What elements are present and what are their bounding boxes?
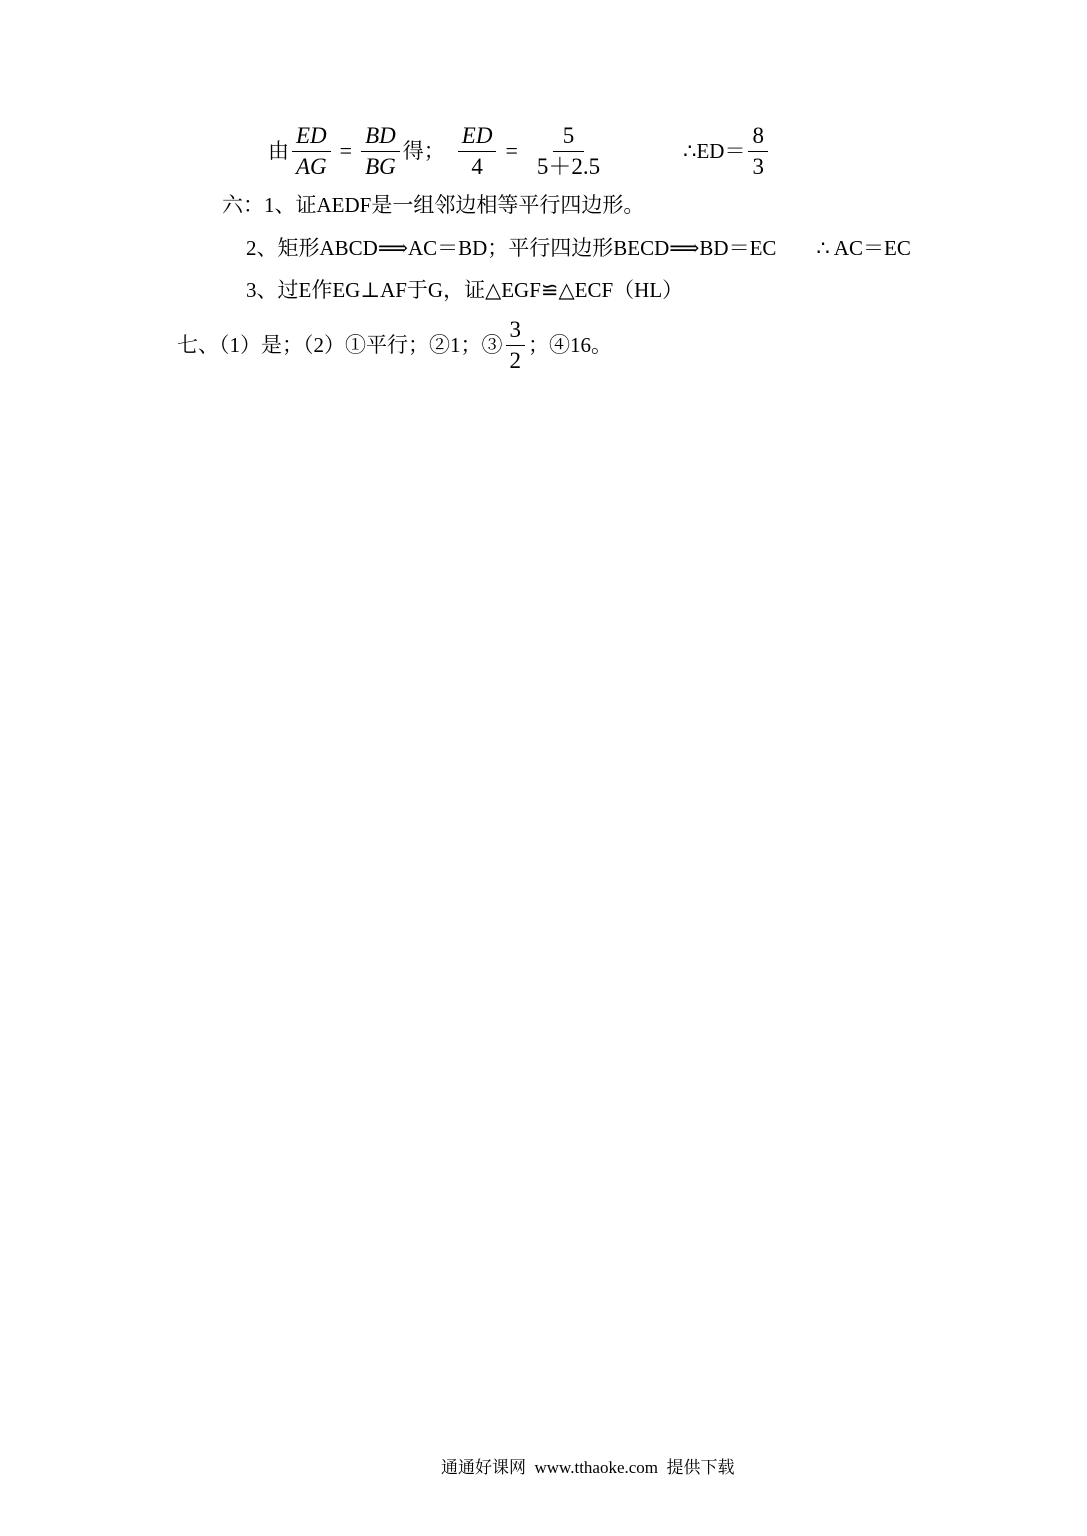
equals-sign: =: [505, 138, 518, 163]
fraction-numerator: 3: [506, 315, 526, 346]
fraction-denominator: 5＋2.5: [536, 153, 601, 179]
fraction-numerator: 8: [748, 121, 768, 152]
fraction-ed-ag: [292, 121, 331, 182]
fraction-denominator: 3: [752, 153, 764, 179]
fraction-denominator: AG: [296, 153, 327, 179]
equals-sign: =: [339, 138, 353, 163]
fraction-denominator: 2: [509, 347, 521, 373]
section-six-item-2-text: 2、矩形ABCD⟹AC＝BD；平行四边形BECD⟹BD＝EC: [246, 236, 777, 260]
fraction-5-over-sum: [527, 121, 610, 182]
fraction-denominator: 4: [471, 153, 483, 179]
fraction-numerator: BD: [361, 121, 400, 152]
section-seven: [177, 312, 612, 378]
section-six-item-2: [246, 234, 911, 262]
fraction-8-3: [748, 121, 768, 182]
section-seven-suffix: ；④16。: [528, 333, 612, 357]
section-seven-prefix: 七、（1）是；（2）①平行；②1；③: [177, 333, 503, 357]
section-six-item-3: [246, 276, 683, 304]
therefore-ed-equals: ∴ED＝: [683, 139, 746, 163]
section-six-item-2-conclusion: ∴ AC＝EC: [816, 236, 911, 260]
footer-text: 通通好课网 www.tthaoke.com 提供下载: [441, 1458, 735, 1477]
fraction-numerator: ED: [292, 121, 331, 152]
page-footer: [441, 1456, 735, 1480]
section-six-item-1: [222, 191, 644, 219]
fraction-denominator: BG: [365, 153, 396, 179]
fraction-numerator: 5: [553, 121, 585, 152]
section-six-item-1-text: 六：1、证AEDF是一组邻边相等平行四边形。: [222, 193, 645, 217]
equation-mid-text: 得；: [402, 139, 445, 163]
fraction-bd-bg: [361, 121, 400, 182]
fraction-3-2: [506, 315, 526, 376]
fraction-numerator: ED: [458, 121, 497, 152]
equation-line: [268, 118, 771, 184]
section-six-item-3-text: 3、过E作EG⊥AF于G，证△EGF≌△ECF（HL）: [246, 278, 684, 302]
equation-prefix: 由: [268, 139, 289, 163]
fraction-ed-4: [458, 121, 497, 182]
